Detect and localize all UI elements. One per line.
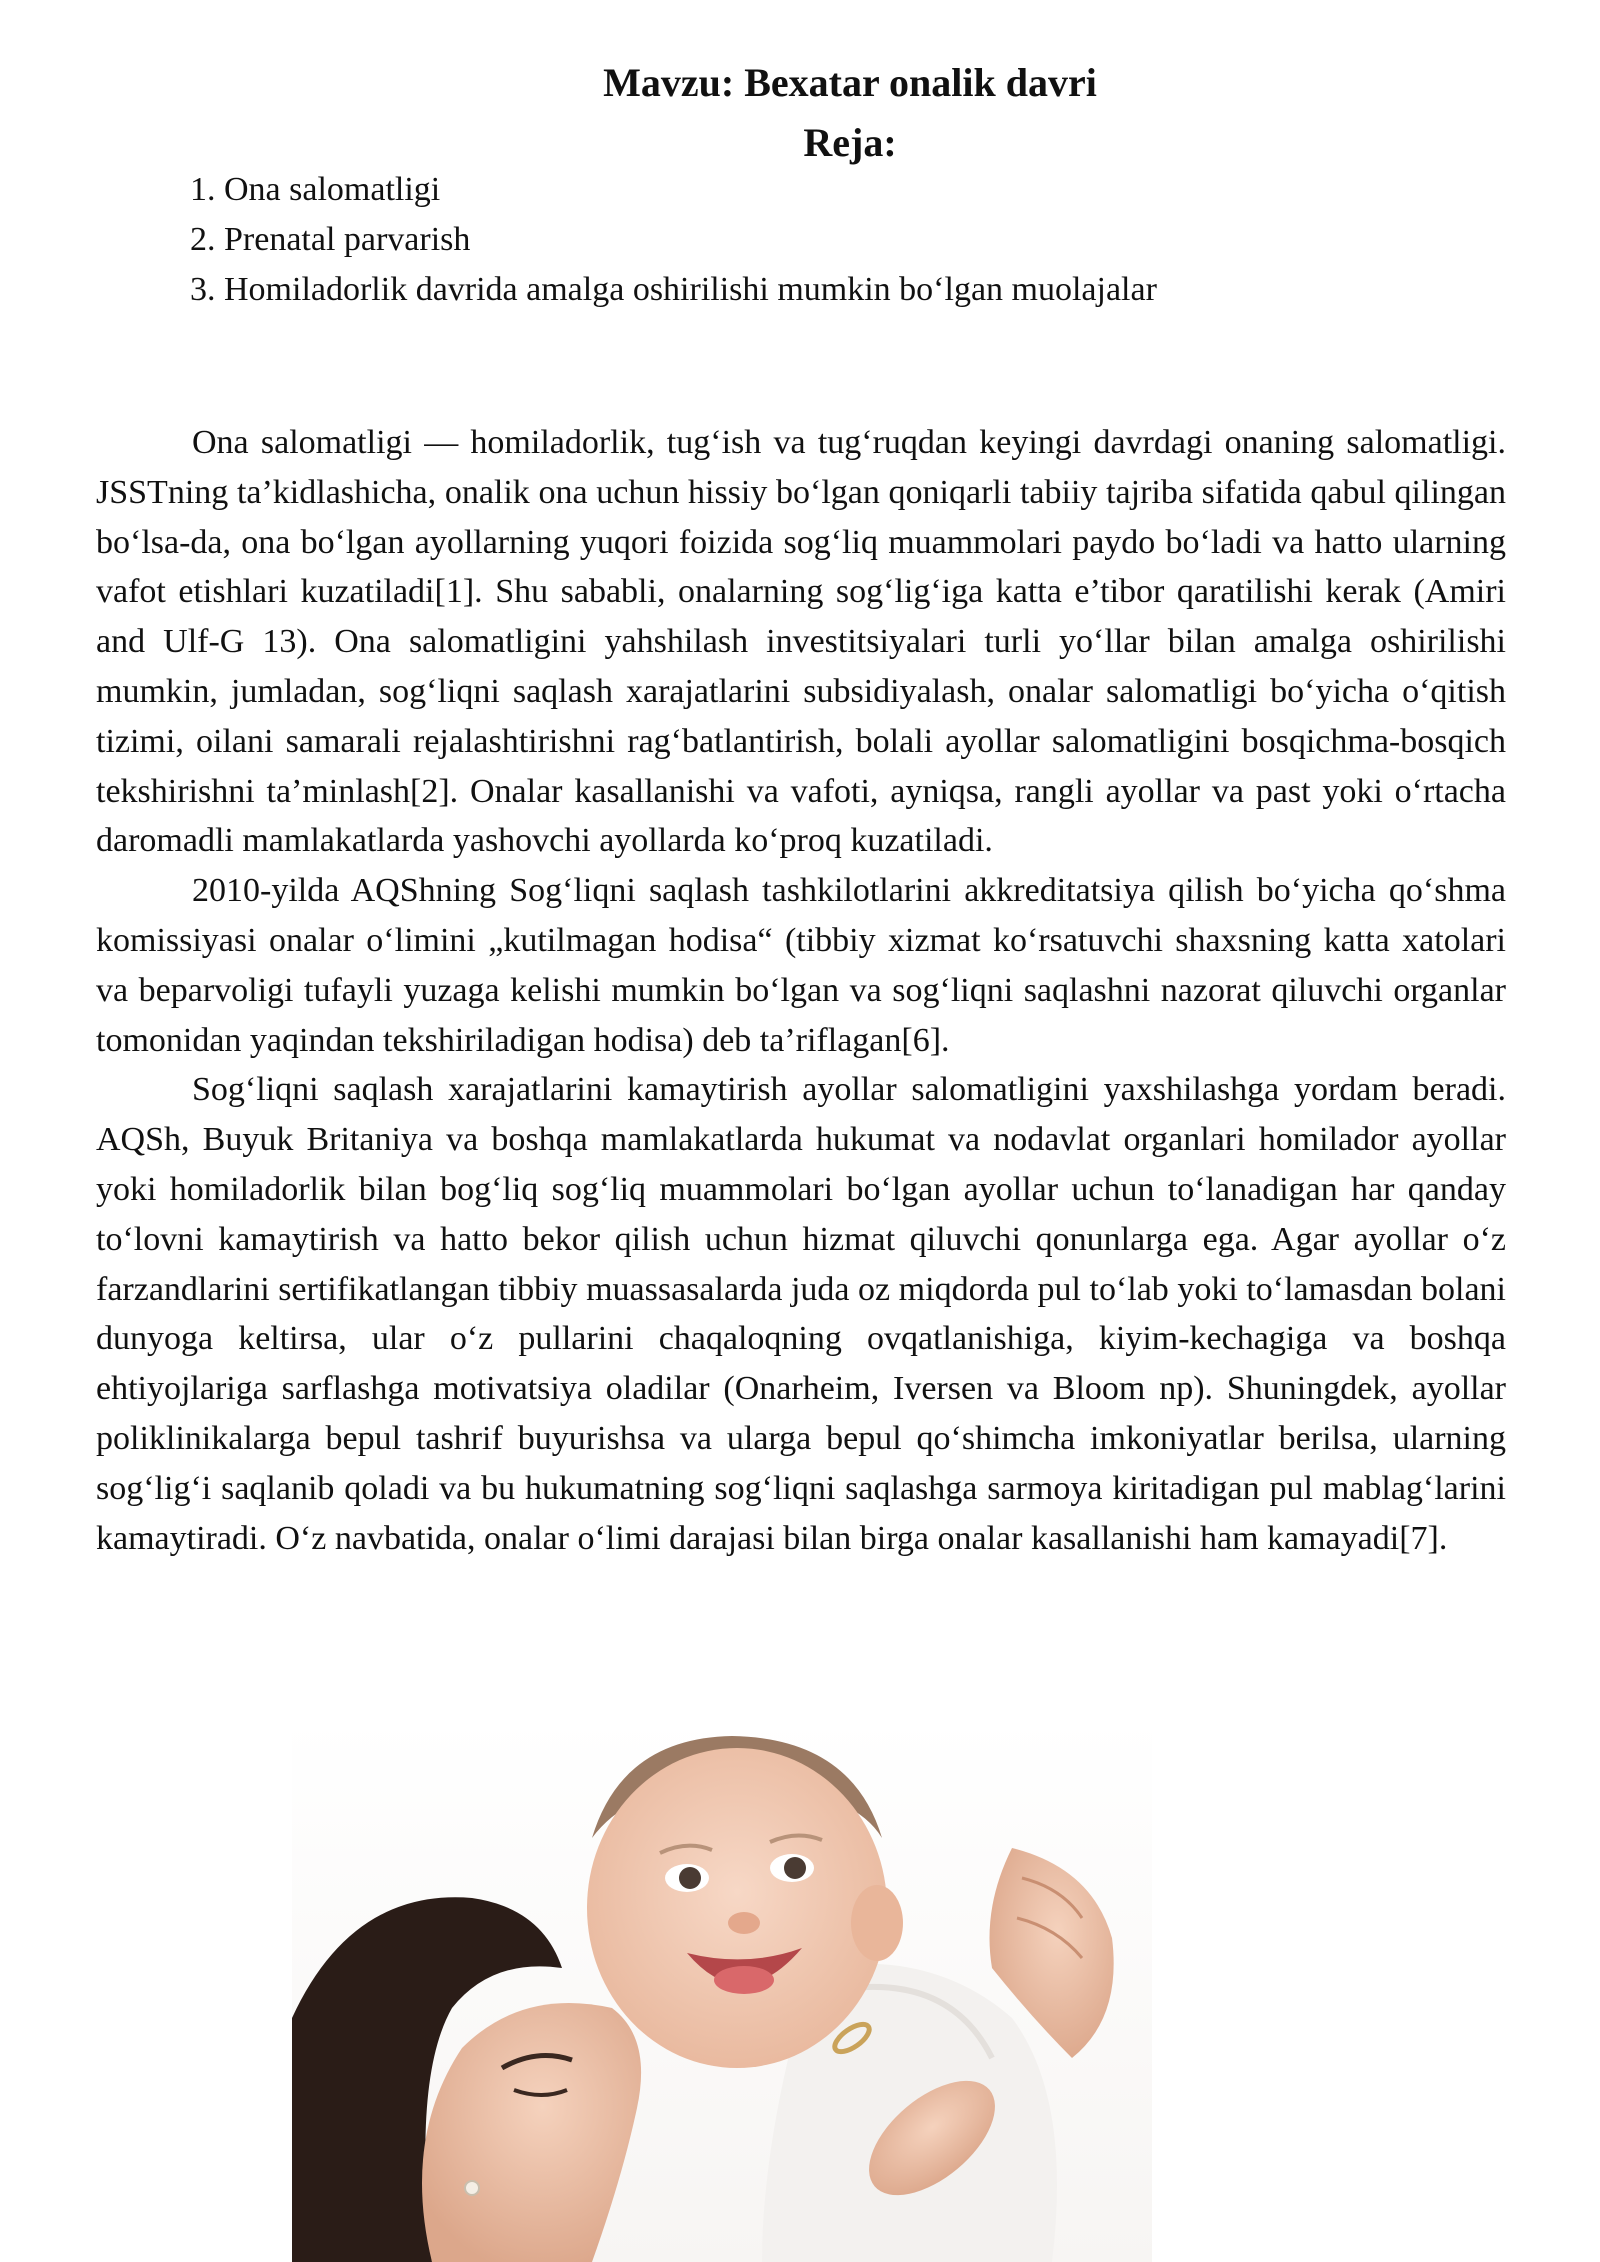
- plan-heading: Reja:: [803, 120, 897, 165]
- body-paragraph: Sog‘liqni saqlash xarajatlarini kamaytirish ayollar salomatligini yaxshilashga yordam beradi. AQSh, Buyuk Britaniya va boshqa mamlakatlarda hukumat va nodavlat organlari homilador ayollar yoki homiladorlik bilan bog‘liq sog‘liq muammolari bo‘lgan ayollar uchun to‘lanadigan har qanday to‘lovni kamaytirish va hatto bekor qilish uchun hizmat qiluvchi qonunlarga ega. Agar ayollar o‘z farzandlarini sertifikatlangan tibbiy muassasalarda juda oz miqdorda pul to‘lab yoki to‘lamasdan bolani dunyoga keltirsa, ular o‘z pullarini chaqaloqning ovqatlanishiga, kiyim-kechagiga va boshqa ehtiyojlariga sarflashga motivatsiya oladilar (Onarheim, Iversen va Bloom np). Shuningdek, ayollar poliklinikalarga bepul tashrif buyurishsa va ularga bepul qo‘shimcha imkoniyatlar berilsa, ularning sog‘lig‘i saqlanib qoladi va bu hukumatning sog‘liqni saqlashga sarmoya kiritadigan pul mablag‘larini kamaytiradi. O‘z navbatida, onalar o‘limi darajasi bilan birga onalar kasallanishi ham kamayadi[7].: [96, 1071, 1506, 1557]
- plan-item: 1. Ona salomatligi: [190, 171, 441, 208]
- body-paragraph: 2010-yilda AQShning Sog‘liqni saqlash tashkilotlarini akkreditatsiya qilish bo‘yicha qo‘shma komissiyasi onalar o‘limini „kutilmagan hodisa“ (tibbiy xizmat ko‘rsatuvchi shaxsning katta xatolari va beparvoligi tufayli yuzaga kelishi mumkin bo‘lgan va sog‘liqni saqlashni nazorat qiluvchi organlar tomonidan yaqindan tekshiriladigan hodisa) deb ta’riflagan[6].: [96, 872, 1506, 1059]
- document-body: [96, 418, 1506, 1563]
- mother-and-baby-photo: [292, 1718, 1152, 2262]
- plan-item: 2. Prenatal parvarish: [190, 221, 471, 258]
- plan-item: 3. Homiladorlik davrida amalga oshirilishi mumkin bo‘lgan muolajalar: [190, 271, 1157, 308]
- body-paragraph: Ona salomatligi — homiladorlik, tug‘ish va tug‘ruqdan keyingi davrdagi onaning salomatligi. JSSTning ta’kidlashicha, onalik ona uchun hissiy bo‘lgan qoniqarli tabiiy tajriba sifatida qabul qilingan bo‘lsa-da, ona bo‘lgan ayollarning yuqori foizida sog‘liq muammolari paydo bo‘ladi va hatto ularning vafot etishlari kuzatiladi[1]. Shu sababli, onalarning sog‘lig‘iga katta e’tibor qaratilishi kerak (Amiri and Ulf-G 13). Ona salomatligini yahshilash investitsiyalari turli yo‘llar bilan amalga oshirilishi mumkin, jumladan, sog‘liqni saqlash xarajatlarini subsidiyalash, onalar salomatligi bo‘yicha o‘qitish tizimi, oilani samarali rejalashtirishni rag‘batlantirish, bolali ayollar salomatligini bosqichma-bosqich tekshirishni ta’minlash[2]. Onalar kasallanishi va vafoti, ayniqsa, rangli ayollar va past yoki o‘rtacha daromadli mamlakatlarda yashovchi ayollarda ko‘proq kuzatiladi.: [96, 424, 1506, 860]
- document-title: Mavzu: Bexatar onalik davri: [603, 60, 1097, 105]
- plan-list: [190, 165, 1157, 315]
